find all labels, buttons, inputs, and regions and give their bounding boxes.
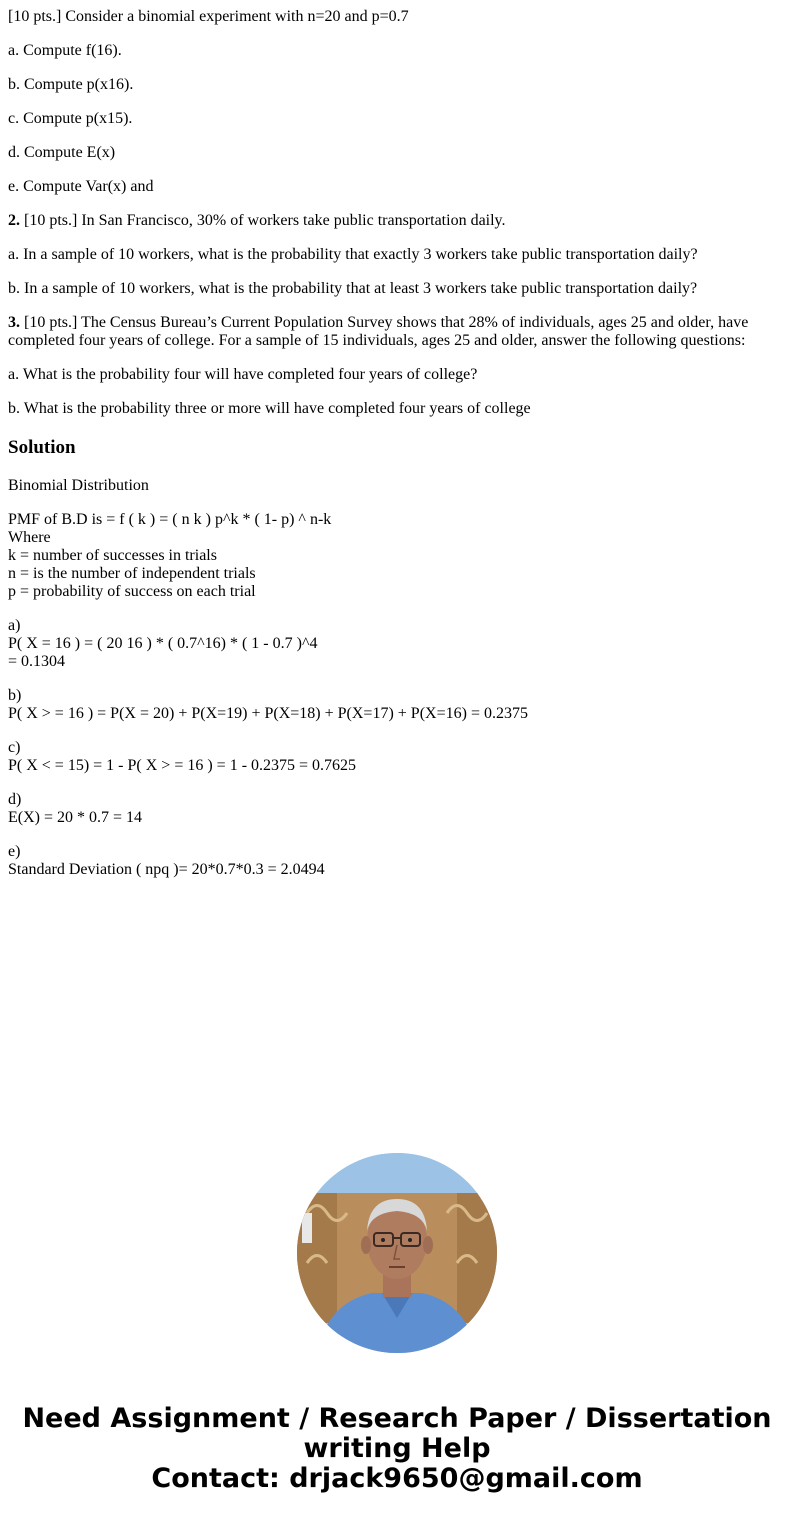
footer-line2: writing Help <box>303 1433 491 1464</box>
answer-d-line1: E(X) = 20 * 0.7 = 14 <box>8 809 143 826</box>
answer-a-line1: P( X = 16 ) = ( 20 16 ) * ( 0.7^16) * ( 1 - 0.7 )^4 <box>8 635 318 652</box>
q1-part-c: c. Compute p(x15). <box>8 110 133 127</box>
q2-intro-text: [10 pts.] In San Francisco, 30% of workers take public transportation daily. <box>20 212 506 229</box>
answer-b-line1: P( X > = 16 ) = P(X = 20) + P(X=19) + P(X=18) + P(X=17) + P(X=16) = 0.2375 <box>8 705 528 722</box>
q1-part-d: d. Compute E(x) <box>8 144 116 161</box>
q3-intro-text: [10 pts.] The Census Bureau’s Current Population Survey shows that 28% of individuals, ages 25 and older, have completed four years of college. For a sample of 15 individuals, ages 25 and older, answer the following questions: <box>8 314 749 349</box>
answer-e-label: e) <box>8 843 21 860</box>
q1-intro: [10 pts.] Consider a binomial experiment with n=20 and p=0.7 <box>8 8 409 25</box>
q2-part-b: b. In a sample of 10 workers, what is the probability that at least 3 workers take public transportation daily? <box>8 280 698 297</box>
footer-contact: Contact: drjack9650@gmail.com <box>151 1463 643 1494</box>
footer-line1: Need Assignment / Research Paper / Dissertation <box>22 1403 772 1434</box>
answer-a-line2: = 0.1304 <box>8 653 66 670</box>
solution-heading: Solution <box>8 437 76 458</box>
q3-number: 3. <box>8 314 20 331</box>
pmf-formula: PMF of B.D is = f ( k ) = ( n k ) p^k * ( 1- p) ^ n-k <box>8 511 332 528</box>
answer-b-label: b) <box>8 687 22 704</box>
q1-part-a: a. Compute f(16). <box>8 42 122 59</box>
avatar <box>297 1153 497 1353</box>
q2-part-a: a. In a sample of 10 workers, what is the probability that exactly 3 workers take public transportation daily? <box>8 246 698 263</box>
definition-k: k = number of successes in trials <box>8 547 217 564</box>
q3-part-b: b. What is the probability three or more will have completed four years of college <box>8 400 531 417</box>
q1-part-b: b. Compute p(x16). <box>8 76 134 93</box>
answer-e-line1: Standard Deviation ( npq )= 20*0.7*0.3 = 2.0494 <box>8 861 325 878</box>
q1-part-e: e. Compute Var(x) and <box>8 178 154 195</box>
footer-banner <box>0 1404 794 1494</box>
definition-n: n = is the number of independent trials <box>8 565 256 582</box>
q3-part-a: a. What is the probability four will have completed four years of college? <box>8 366 478 383</box>
definition-p: p = probability of success on each trial <box>8 583 256 600</box>
answer-c-line1: P( X < = 15) = 1 - P( X > = 16 ) = 1 - 0.2375 = 0.7625 <box>8 757 357 774</box>
answer-a-label: a) <box>8 617 21 634</box>
answer-d-label: d) <box>8 791 22 808</box>
q3-intro <box>8 314 778 350</box>
where-label: Where <box>8 529 51 546</box>
q2-number: 2. <box>8 212 20 229</box>
answer-c-label: c) <box>8 739 21 756</box>
solution-topic: Binomial Distribution <box>8 477 149 494</box>
avatar-portrait-icon <box>297 1153 497 1353</box>
q2-intro <box>8 212 506 230</box>
